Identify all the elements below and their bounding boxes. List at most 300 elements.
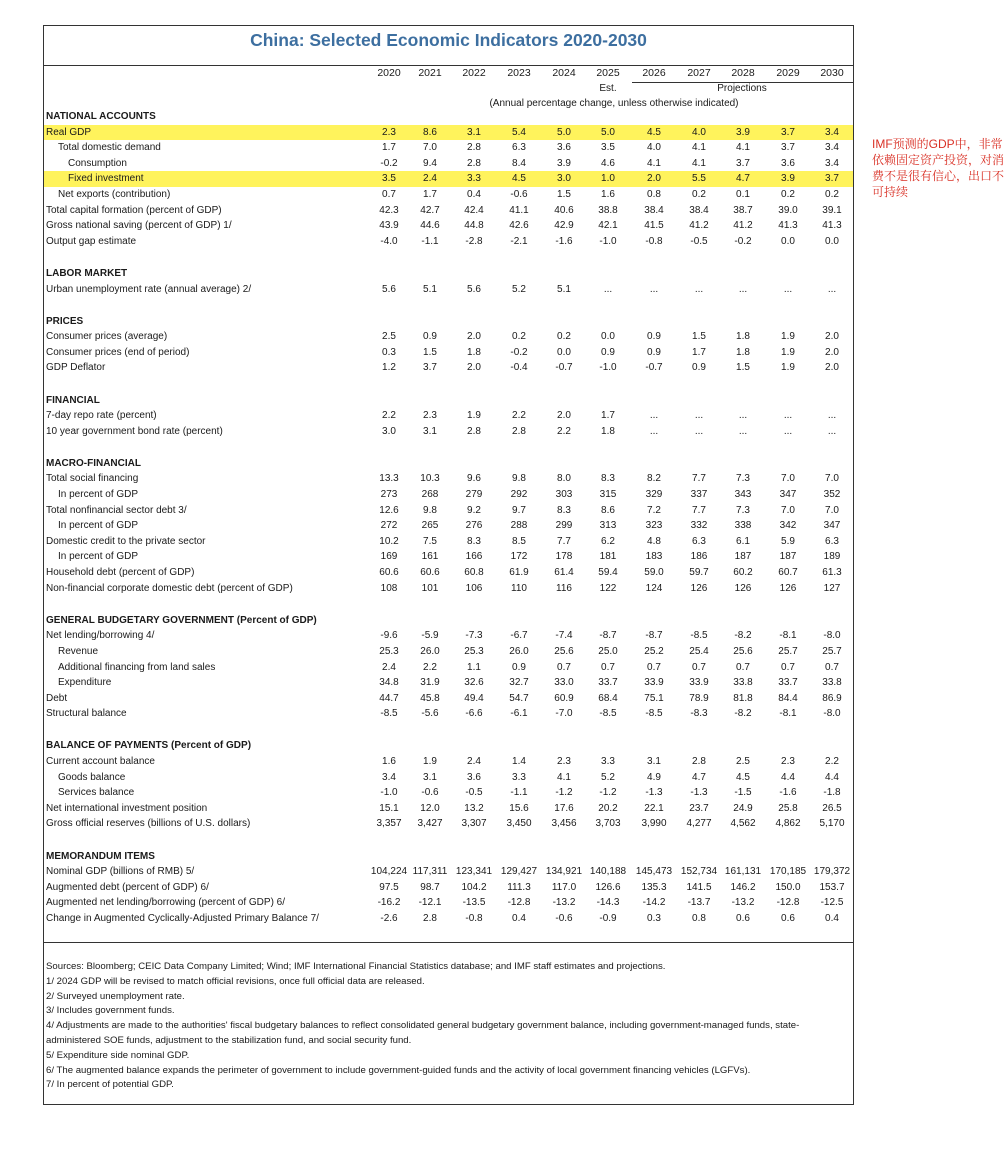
- table-cell: -1.0: [380, 787, 398, 799]
- section-header: [44, 613, 853, 629]
- footnote: 4/ Adjustments are made to the authorities' fiscal budgetary balances to reflect consolidated general budgetary government balance, including government-managed funds, state-administered SOE funds, adjustment to the stabilization fund, and social security fund.: [46, 1020, 800, 1046]
- table-cell: 1.7: [692, 346, 706, 358]
- section-header: [44, 738, 853, 754]
- table-cell: -5.6: [421, 708, 439, 720]
- table-cell: -0.8: [465, 912, 483, 924]
- table-cell: ...: [738, 283, 748, 295]
- year-header-row: [44, 67, 853, 83]
- table-row: [44, 644, 853, 660]
- table-cell: -0.7: [555, 362, 573, 374]
- table-cell: 3.1: [423, 425, 437, 437]
- row-label: MACRO-FINANCIAL: [46, 457, 141, 469]
- row-label: Revenue: [58, 645, 99, 657]
- table-cell: -13.2: [552, 897, 576, 909]
- footnote: 6/ The augmented balance expands the perimeter of government to include government-guided funds and the activity of local government financing vehicles (LGFVs).: [46, 1064, 751, 1076]
- table-cell: 315: [599, 489, 617, 500]
- table-cell: 0.7: [781, 661, 795, 673]
- table-cell: 7.0: [825, 504, 839, 516]
- table-cell: 81.8: [733, 692, 753, 704]
- table-cell: 2.2: [423, 661, 437, 673]
- table-cell: 152,734: [680, 866, 718, 878]
- row-label: Net lending/borrowing 4/: [46, 630, 155, 642]
- table-cell: -0.2: [734, 235, 752, 247]
- row-label: Consumption: [68, 157, 127, 169]
- table-cell: 145,473: [635, 866, 673, 878]
- table-cell: 97.5: [379, 881, 399, 893]
- table-cell: 1.9: [423, 756, 437, 767]
- table-cell: 25.3: [464, 645, 484, 657]
- table-cell: -14.3: [596, 897, 620, 909]
- table-cell: 26.0: [420, 645, 440, 657]
- table-row: [44, 691, 853, 707]
- table-cell: 7.0: [825, 473, 839, 485]
- table-cell: 25.2: [644, 645, 664, 657]
- table-cell: 179,372: [813, 866, 851, 878]
- table-cell: 1.7: [423, 189, 437, 200]
- table-cell: 265: [421, 520, 439, 532]
- row-label: Non-financial corporate domestic debt (percent of GDP): [46, 582, 293, 594]
- row-label: Consumer prices (end of period): [46, 346, 190, 358]
- section-header: [44, 314, 853, 330]
- table-cell: -1.1: [510, 787, 528, 799]
- table-cell: 4.6: [601, 157, 615, 169]
- table-cell: 1.9: [467, 410, 481, 422]
- table-cell: 106: [465, 582, 483, 594]
- table-cell: 1.9: [781, 331, 795, 343]
- table-cell: 3.3: [512, 771, 526, 783]
- row-label: Current account balance: [46, 756, 155, 767]
- table-cell: 101: [421, 582, 439, 594]
- table-cell: 7.0: [781, 473, 795, 485]
- year-header: 2021: [418, 67, 442, 79]
- table-cell: 41.2: [733, 220, 753, 232]
- table-cell: 60.7: [778, 567, 798, 578]
- row-label: 7-day repo rate (percent): [46, 410, 157, 422]
- table-cell: 5.4: [512, 126, 526, 138]
- year-header: 2027: [687, 67, 711, 79]
- table-cell: 38.8: [598, 204, 618, 216]
- table-cell: -7.3: [465, 630, 483, 642]
- table-cell: 8.3: [467, 535, 481, 547]
- table-cell: 10.2: [379, 535, 399, 547]
- table-cell: 38.4: [644, 204, 664, 216]
- table-cell: 33.8: [733, 677, 753, 689]
- table-cell: 5.2: [512, 283, 526, 295]
- table-cell: 60.6: [420, 567, 440, 578]
- table-cell: 0.7: [825, 661, 839, 673]
- table-cell: 41.3: [778, 220, 798, 232]
- row-label: Total nonfinancial sector debt 3/: [46, 504, 187, 516]
- table-cell: 44.7: [379, 692, 399, 704]
- table-row: [44, 816, 853, 832]
- row-label: Consumer prices (average): [46, 331, 168, 343]
- table-cell: 0.9: [601, 346, 615, 358]
- table-cell: 8.0: [557, 473, 571, 485]
- table-cell: 24.9: [733, 802, 753, 814]
- table-cell: 42.1: [598, 220, 618, 232]
- table-row: [44, 282, 853, 298]
- table-cell: 0.0: [781, 235, 795, 247]
- table-cell: 2.8: [512, 425, 526, 437]
- table-cell: 111.3: [507, 881, 531, 893]
- table-cell: 178: [555, 551, 573, 563]
- table-cell: 32.6: [464, 677, 484, 689]
- table-cell: 2.3: [382, 126, 396, 138]
- table-cell: 3,307: [461, 818, 487, 830]
- table-cell: 3.4: [825, 142, 839, 154]
- table-cell: 104.2: [461, 881, 487, 893]
- table-cell: 9.4: [423, 157, 437, 169]
- table-cell: 3,456: [551, 818, 577, 830]
- table-cell: 5.1: [557, 283, 571, 295]
- table-cell: 1.2: [382, 362, 396, 374]
- table-cell: 337: [690, 489, 708, 500]
- table-cell: -8.7: [645, 630, 663, 642]
- section-header: [44, 266, 853, 282]
- table-cell: 4.5: [647, 126, 661, 138]
- table-cell: -16.2: [377, 897, 401, 909]
- table-cell: 3.4: [825, 126, 839, 138]
- table-cell: ...: [694, 410, 704, 422]
- table-cell: 1.5: [423, 346, 437, 358]
- row-label: Real GDP: [46, 126, 92, 138]
- table-cell: ...: [603, 283, 613, 295]
- table-cell: -0.6: [555, 912, 573, 924]
- table-cell: 41.3: [822, 220, 842, 232]
- row-label: Debt: [46, 692, 68, 704]
- table-row: [44, 864, 853, 880]
- table-cell: 0.9: [692, 362, 706, 374]
- table-cell: 329: [645, 489, 663, 500]
- table-cell: 3.1: [467, 126, 481, 138]
- estimate-label: Est.: [599, 83, 617, 94]
- table-cell: -8.3: [690, 708, 708, 720]
- table-cell: 2.0: [825, 331, 839, 343]
- table-cell: 61.9: [509, 567, 529, 578]
- table-cell: -13.7: [687, 897, 711, 909]
- table-cell: 3.6: [467, 771, 481, 783]
- table-cell: ...: [738, 425, 748, 437]
- table-cell: 126: [779, 582, 797, 594]
- table-row: [44, 911, 853, 927]
- row-label: Household debt (percent of GDP): [46, 567, 195, 578]
- table-cell: 187: [779, 551, 797, 563]
- row-label: Augmented net lending/borrowing (percent of GDP) 6/: [46, 897, 286, 909]
- table-cell: 0.0: [557, 346, 571, 358]
- table-cell: 2.3: [423, 410, 437, 422]
- table-cell: 86.9: [822, 692, 842, 704]
- table-cell: 323: [645, 520, 663, 532]
- table-cell: 4,562: [730, 818, 756, 830]
- table-cell: 189: [823, 551, 841, 563]
- table-cell: 3,450: [506, 818, 532, 830]
- table-cell: -8.1: [779, 630, 797, 642]
- table-cell: 60.8: [464, 567, 484, 578]
- table-cell: 3.7: [825, 173, 839, 185]
- table-cell: 6.3: [512, 142, 526, 154]
- table-cell: 25.8: [778, 802, 798, 814]
- table-cell: -5.9: [421, 630, 439, 642]
- table-cell: 2.0: [467, 362, 481, 374]
- table-cell: 20.2: [598, 802, 618, 814]
- table-cell: 33.9: [689, 677, 709, 689]
- table-cell: -2.6: [380, 912, 398, 924]
- table-cell: 8.4: [512, 157, 526, 169]
- table-cell: 0.3: [647, 912, 661, 924]
- table-cell: 4.0: [692, 126, 706, 138]
- table-cell: 2.8: [467, 425, 481, 437]
- row-label: Total social financing: [46, 473, 139, 485]
- table-cell: 181: [599, 551, 617, 563]
- table-cell: -1.0: [599, 235, 617, 247]
- table-cell: 41.5: [644, 220, 664, 232]
- table-cell: 5.9: [781, 535, 795, 547]
- table-cell: 1.0: [601, 173, 615, 185]
- table-cell: 0.9: [647, 346, 661, 358]
- table-cell: 75.1: [644, 692, 664, 704]
- table-row: [44, 706, 853, 722]
- table-cell: 3.0: [557, 173, 571, 185]
- table-cell: 126: [690, 582, 708, 594]
- table-cell: -0.4: [510, 362, 528, 374]
- table-cell: 25.6: [554, 645, 574, 657]
- table-cell: 134,921: [545, 866, 583, 878]
- section-header: [44, 849, 853, 865]
- table-cell: 187: [734, 551, 752, 563]
- row-label: In percent of GDP: [58, 520, 139, 532]
- table-cell: 40.6: [554, 204, 574, 216]
- table-cell: 2.0: [557, 410, 571, 422]
- table-cell: -2.1: [510, 235, 528, 247]
- table-cell: -8.0: [823, 708, 841, 720]
- table-cell: 7.0: [781, 504, 795, 516]
- row-label: Net international investment position: [46, 802, 208, 814]
- table-cell: -12.8: [507, 897, 531, 909]
- table-row: [44, 565, 853, 581]
- table-cell: 3.9: [736, 126, 750, 138]
- table-cell: 0.9: [512, 661, 526, 673]
- table-cell: 7.7: [692, 473, 706, 485]
- table-cell: 84.4: [778, 692, 798, 704]
- table-cell: 4.4: [781, 771, 795, 783]
- table-row: [44, 203, 853, 219]
- table-cell: 6.1: [736, 535, 750, 547]
- table-cell: -8.7: [599, 630, 617, 642]
- table-cell: 7.3: [736, 473, 750, 485]
- table-cell: 2.3: [781, 756, 795, 767]
- table-cell: ...: [738, 410, 748, 422]
- table-cell: 8.5: [512, 535, 526, 547]
- table-cell: 0.0: [825, 235, 839, 247]
- table-cell: 25.7: [822, 645, 842, 657]
- handwritten-annotation: IMF预测的GDP中，非常依赖固定资产投资，对消费不是很有信心，出口不可持续: [872, 137, 1005, 199]
- table-cell: 150.0: [775, 881, 801, 893]
- table-cell: ...: [694, 283, 704, 295]
- year-header: 2026: [642, 67, 666, 79]
- table-cell: 347: [823, 520, 841, 532]
- table-cell: 292: [510, 489, 528, 500]
- section-header: [44, 109, 853, 125]
- table-cell: 0.7: [647, 661, 661, 673]
- table-cell: 7.3: [736, 504, 750, 516]
- row-label: MEMORANDUM ITEMS: [46, 850, 155, 862]
- footnote: 2/ Surveyed unemployment rate.: [46, 990, 185, 1002]
- table-cell: 41.1: [509, 204, 529, 216]
- table-cell: 33.7: [778, 677, 798, 689]
- row-label: Domestic credit to the private sector: [46, 535, 206, 547]
- table-cell: 45.8: [420, 692, 440, 704]
- table-cell: 0.6: [781, 912, 795, 924]
- row-label: Urban unemployment rate (annual average) 2/: [46, 283, 252, 295]
- table-cell: 0.7: [557, 661, 571, 673]
- row-label: Total domestic demand: [58, 142, 161, 154]
- table-cell: 3.7: [736, 157, 750, 169]
- table-cell: 2.8: [692, 756, 706, 767]
- table-cell: 3.0: [382, 425, 396, 437]
- table-cell: -1.2: [599, 787, 617, 799]
- year-header: 2029: [776, 67, 800, 79]
- table-cell: 4.1: [692, 142, 706, 154]
- year-header: 2022: [462, 67, 486, 79]
- table-cell: 332: [690, 520, 708, 532]
- table-row: [44, 360, 853, 376]
- footnote-divider: [44, 942, 853, 943]
- table-cell: -0.6: [421, 787, 439, 799]
- table-cell: 4.7: [736, 173, 750, 185]
- table-cell: 0.8: [647, 189, 661, 200]
- table-cell: 2.3: [557, 756, 571, 767]
- table-cell: 1.1: [467, 661, 481, 673]
- table-cell: 61.4: [554, 567, 574, 578]
- table-cell: 141.5: [686, 881, 712, 893]
- table-cell: 2.4: [467, 756, 481, 767]
- row-label: In percent of GDP: [58, 551, 139, 563]
- footnote: 3/ Includes government funds.: [46, 1005, 175, 1017]
- table-cell: 33.9: [644, 677, 664, 689]
- table-cell: 153.7: [819, 881, 845, 893]
- table-cell: 1.6: [382, 756, 396, 767]
- table-cell: -2.8: [465, 235, 483, 247]
- table-cell: 1.8: [736, 346, 750, 358]
- table-cell: ...: [649, 425, 659, 437]
- table-cell: 31.9: [420, 677, 440, 689]
- table-cell: -0.8: [645, 235, 663, 247]
- table-cell: 0.2: [692, 189, 706, 200]
- table-cell: 5.6: [382, 283, 396, 295]
- table-cell: 3.4: [382, 771, 396, 783]
- table-cell: -8.5: [690, 630, 708, 642]
- table-row: [44, 785, 853, 801]
- table-cell: 1.5: [557, 189, 571, 200]
- projections-label: Projections: [717, 83, 767, 94]
- row-label: Nominal GDP (billions of RMB) 5/: [46, 866, 195, 878]
- table-row: [44, 503, 853, 519]
- table-cell: 2.2: [382, 410, 396, 422]
- table-cell: 1.8: [467, 346, 481, 358]
- table-cell: 33.8: [822, 677, 842, 689]
- table-cell: 1.6: [601, 189, 615, 200]
- table-cell: 3,703: [595, 818, 621, 830]
- title-divider: [44, 65, 853, 66]
- table-cell: 4.1: [647, 157, 661, 169]
- table-cell: 60.6: [379, 567, 399, 578]
- table-cell: 5.0: [557, 126, 571, 138]
- table-cell: 4,277: [686, 818, 712, 830]
- table-cell: -7.0: [555, 708, 573, 720]
- table-cell: 2.0: [467, 331, 481, 343]
- table-cell: -1.5: [734, 787, 752, 799]
- table-cell: 2.2: [557, 425, 571, 437]
- table-row: [44, 628, 853, 644]
- table-cell: -8.5: [599, 708, 617, 720]
- table-cell: 5,170: [819, 818, 845, 830]
- table-cell: 2.2: [825, 756, 839, 767]
- row-label: PRICES: [46, 315, 84, 327]
- table-row: [44, 581, 853, 597]
- table-cell: 169: [380, 551, 398, 563]
- row-label: FINANCIAL: [46, 394, 100, 406]
- table-cell: 39.0: [778, 204, 798, 216]
- row-label: Fixed investment: [68, 173, 144, 185]
- table-cell: 4.8: [647, 535, 661, 547]
- table-cell: -6.7: [510, 630, 528, 642]
- table-cell: -7.4: [555, 630, 573, 642]
- table-cell: 43.9: [379, 220, 399, 232]
- table-cell: 7.5: [423, 535, 437, 547]
- table-cell: 1.5: [692, 331, 706, 343]
- footnotes: [46, 960, 846, 1093]
- table-cell: -8.0: [823, 630, 841, 642]
- table-cell: 352: [823, 489, 841, 500]
- table-cell: 22.1: [644, 802, 664, 814]
- table-cell: 170,185: [769, 866, 807, 878]
- table-cell: 273: [380, 489, 398, 500]
- table-cell: -0.7: [645, 362, 663, 374]
- table-cell: 17.6: [554, 802, 574, 814]
- table-cell: 61.3: [822, 567, 842, 578]
- table-cell: 2.8: [467, 157, 481, 169]
- table-cell: 9.2: [467, 504, 481, 516]
- table-cell: 25.6: [733, 645, 753, 657]
- table-cell: 2.4: [382, 661, 396, 673]
- table-cell: 49.4: [464, 692, 484, 704]
- table-cell: 3,357: [376, 818, 402, 830]
- table-cell: 15.1: [379, 802, 399, 814]
- table-cell: 186: [690, 551, 708, 563]
- table-cell: 3.7: [781, 126, 795, 138]
- table-cell: 146.2: [730, 881, 756, 893]
- year-header: 2030: [820, 67, 844, 79]
- table-cell: 2.8: [467, 142, 481, 154]
- table-cell: 0.7: [601, 661, 615, 673]
- table-cell: 38.7: [733, 204, 753, 216]
- table-row: [44, 329, 853, 345]
- table-cell: 13.2: [464, 802, 484, 814]
- table-cell: 123,341: [455, 866, 493, 878]
- table-row: [44, 770, 853, 786]
- table-cell: 4.5: [736, 771, 750, 783]
- table-cell: ...: [827, 425, 837, 437]
- table-cell: 3.4: [825, 157, 839, 169]
- table-cell: 172: [510, 551, 528, 563]
- table-cell: 41.2: [689, 220, 709, 232]
- year-header: 2023: [507, 67, 531, 79]
- table-cell: 161,131: [724, 866, 762, 878]
- table-cell: 2.0: [825, 346, 839, 358]
- table-row: [44, 234, 853, 250]
- table-cell: 0.2: [825, 189, 839, 200]
- row-label: GENERAL BUDGETARY GOVERNMENT (Percent of GDP): [46, 614, 317, 626]
